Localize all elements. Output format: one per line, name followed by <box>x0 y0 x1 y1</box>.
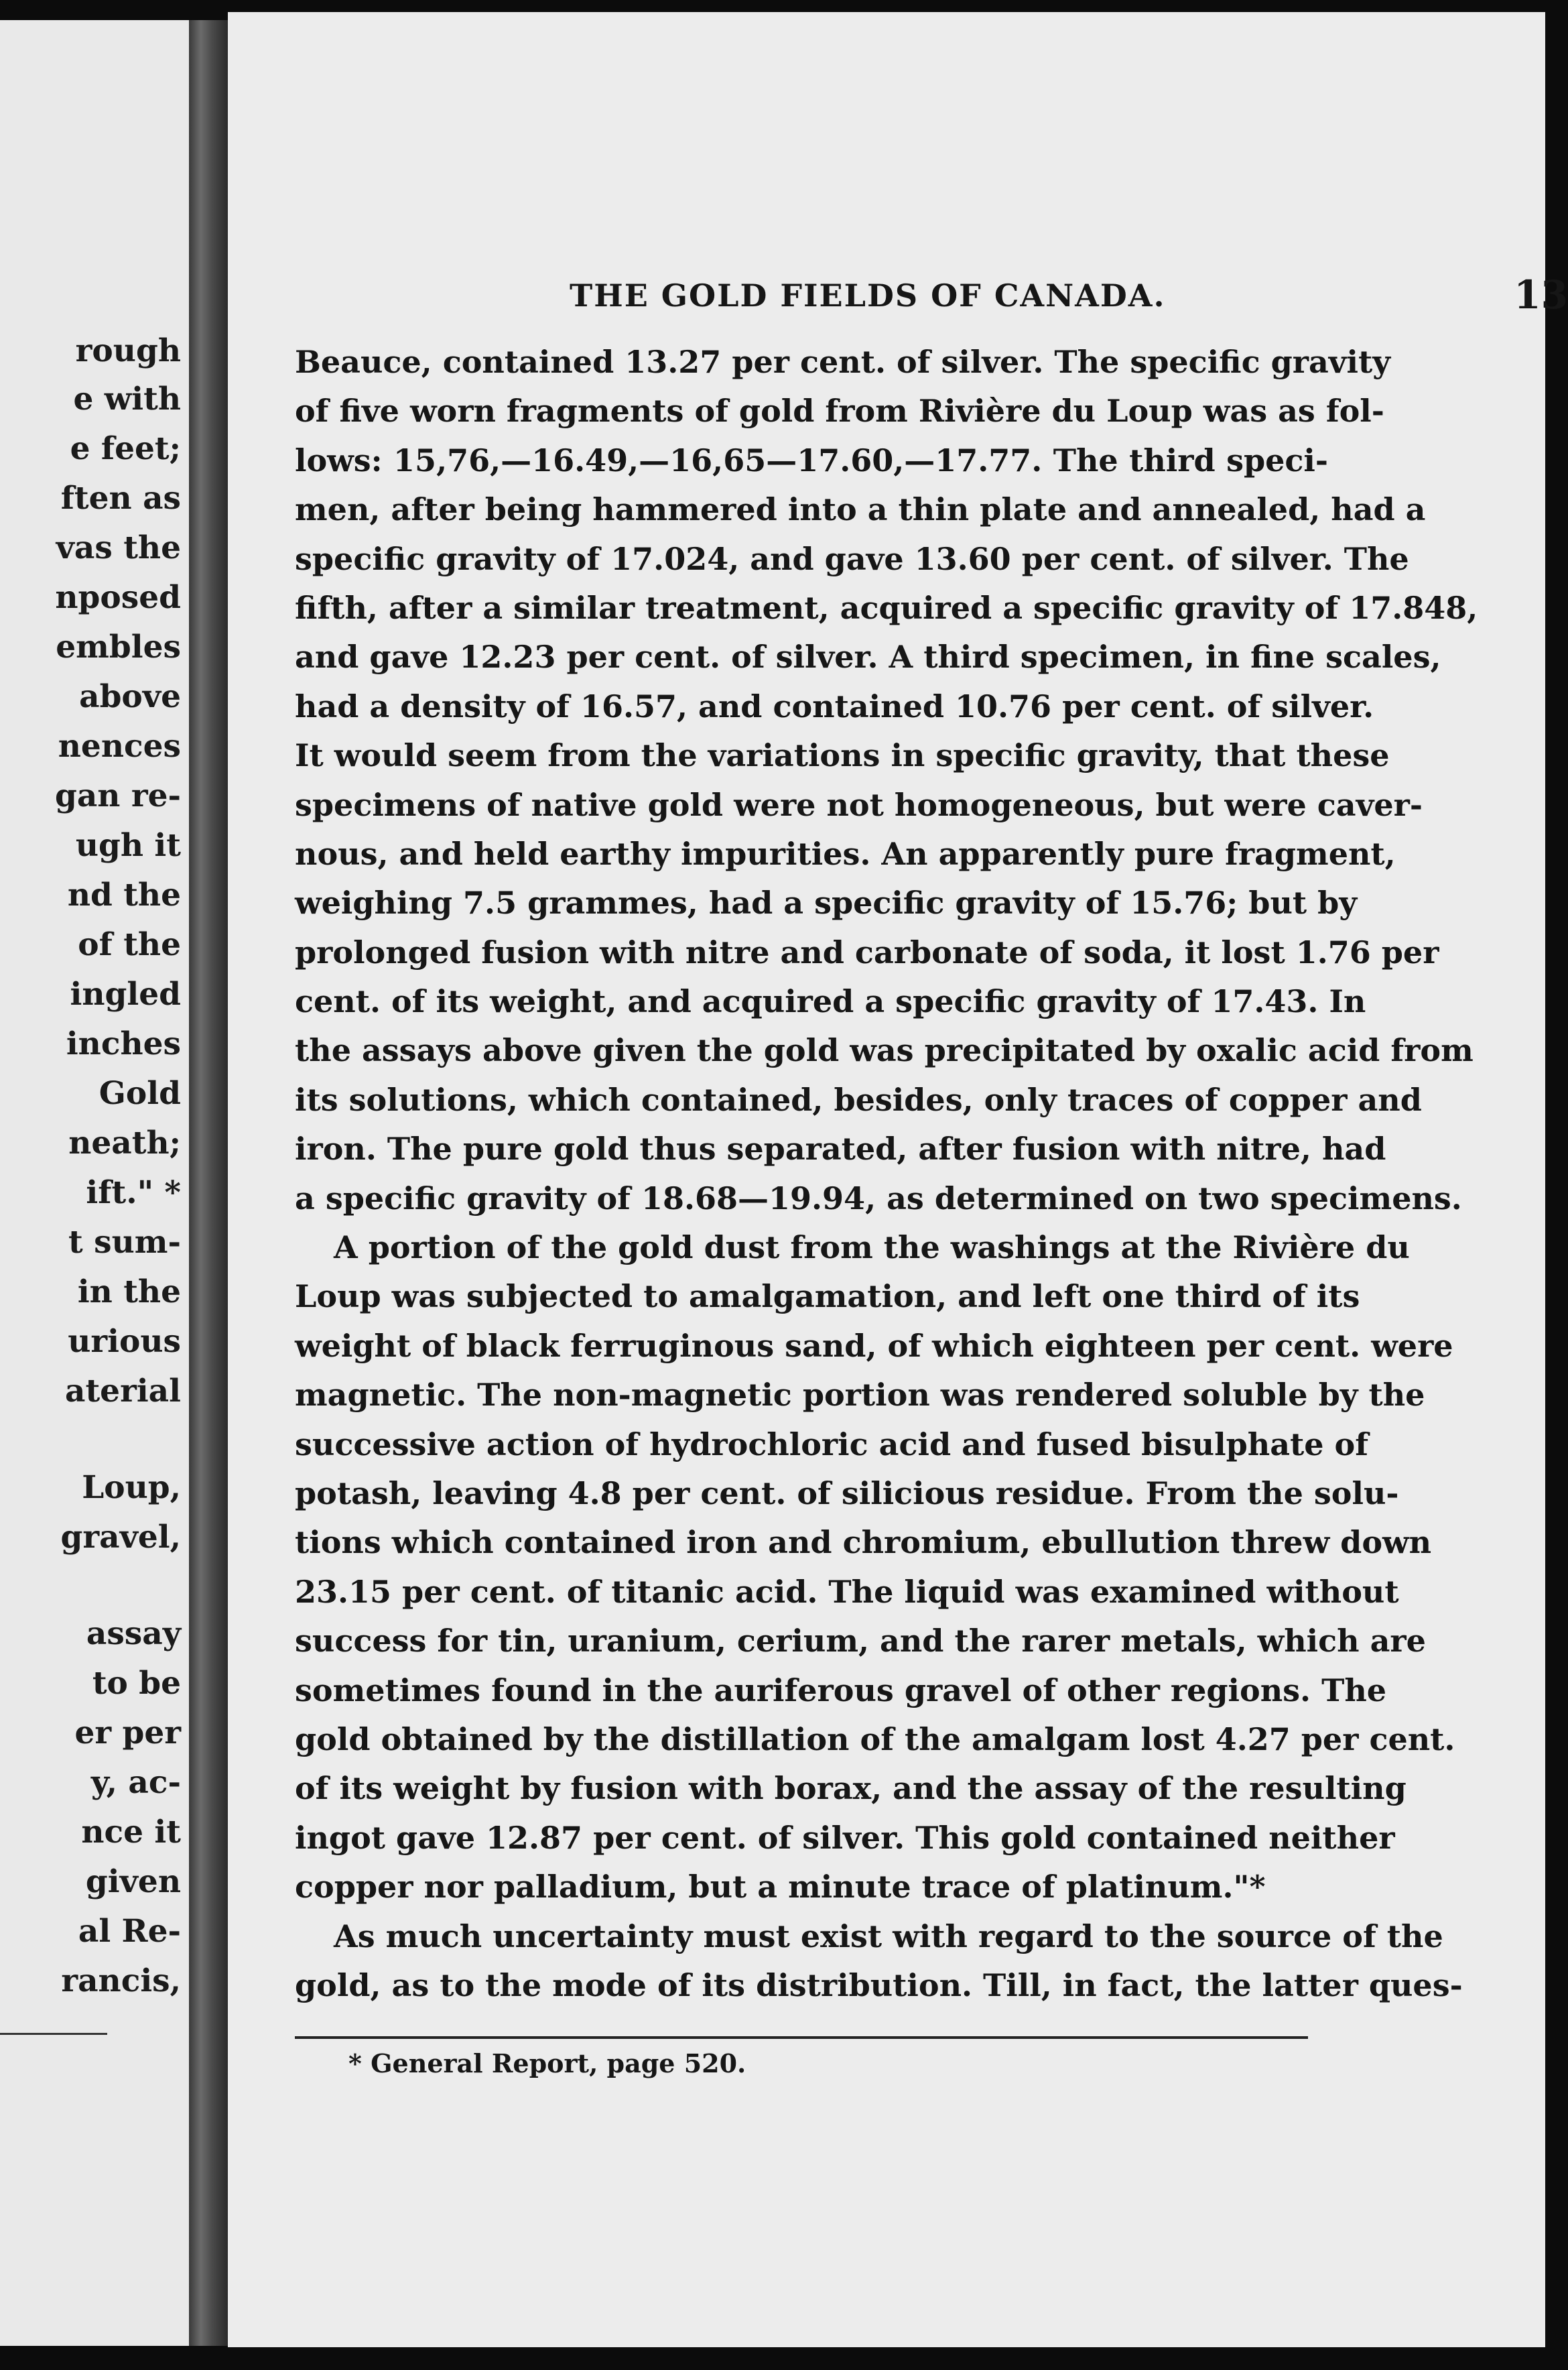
previous-page-line: embles <box>56 629 181 666</box>
previous-page-line: above <box>79 678 181 715</box>
previous-page-line: nd the <box>67 877 181 914</box>
previous-page-line: gan re- <box>54 777 181 814</box>
previous-page-line: nences <box>58 728 181 765</box>
previous-page-line: nposed <box>55 579 181 616</box>
text-line: had a density of 16.57, and contained 10.76 per cent. of silver. <box>295 688 1374 725</box>
previous-page-line: al Re- <box>78 1913 181 1950</box>
text-line: iron. The pure gold thus separated, after fusion with nitre, had <box>295 1131 1386 1168</box>
text-line: lows: 15,76,—16.49,—16,65—17.60,—17.77. The third speci- <box>295 442 1328 479</box>
text-line: specimens of native gold were not homogeneous, but were caver- <box>295 786 1423 823</box>
text-line: Beauce, contained 13.27 per cent. of silver. The specific gravity <box>295 344 1390 380</box>
previous-page-line: y, ac- <box>90 1764 181 1801</box>
previous-page-line: assay <box>86 1615 181 1652</box>
footnote: * General Report, page 520. <box>348 2048 746 2078</box>
text-line: weighing 7.5 grammes, had a specific gravity of 15.76; but by <box>295 885 1358 922</box>
text-line: a specific gravity of 18.68—19.94, as determined on two specimens. <box>295 1180 1462 1217</box>
text-line: the assays above given the gold was precipitated by oxalic acid from <box>295 1032 1474 1069</box>
previous-page-line: in the <box>77 1273 181 1310</box>
previous-page-line: aterial <box>65 1373 181 1410</box>
book-gutter <box>189 20 228 2346</box>
text-line: gold obtained by the distillation of the amalgam lost 4.27 per cent. <box>295 1721 1455 1757</box>
text-line: ingot gave 12.87 per cent. of silver. This gold contained neither <box>295 1819 1395 1856</box>
previous-page-line: neath; <box>68 1125 181 1162</box>
text-line: fifth, after a similar treatment, acquired a specific gravity of 17.848, <box>295 589 1478 626</box>
text-line: potash, leaving 4.8 per cent. of silicious residue. From the solu- <box>295 1475 1399 1511</box>
text-line: specific gravity of 17.024, and gave 13.60 per cent. of silver. The <box>295 540 1409 577</box>
text-line: tions which contained iron and chromium, ebullution threw down <box>295 1524 1432 1561</box>
text-line: gold, as to the mode of its distribution. Till, in fact, the latter ques- <box>295 1967 1463 2003</box>
text-line: A portion of the gold dust from the washings at the Rivière du <box>334 1229 1410 1266</box>
running-head: THE GOLD FIELDS OF CANADA. <box>570 277 1166 314</box>
previous-page-line: rough <box>75 332 181 369</box>
previous-page-line: e feet; <box>70 430 181 467</box>
text-line: It would seem from the variations in specific gravity, that these <box>295 737 1390 774</box>
previous-page-line: Gold <box>99 1075 181 1112</box>
previous-page-line: of the <box>78 926 181 963</box>
previous-page-line: vas the <box>56 529 181 566</box>
scan-top-edge <box>0 0 1565 12</box>
text-line: As much uncertainty must exist with regard to the source of the <box>334 1918 1443 1954</box>
text-line: magnetic. The non-magnetic portion was rendered soluble by the <box>295 1377 1425 1414</box>
previous-page-line: ugh it <box>75 827 181 864</box>
text-line: nous, and held earthy impurities. An apparently pure fragment, <box>295 835 1396 872</box>
previous-page-line: ften as <box>60 480 181 517</box>
footnote-rule <box>295 2036 1308 2039</box>
previous-page-line: gravel, <box>60 1519 181 1556</box>
text-line: Loup was subjected to amalgamation, and left one third of its <box>295 1278 1360 1315</box>
text-line: its solutions, which contained, besides, only traces of copper and <box>295 1081 1422 1118</box>
previous-page-line: ift." * <box>86 1174 181 1211</box>
text-line: 23.15 per cent. of titanic acid. The liquid was examined without <box>295 1573 1399 1610</box>
text-line: of its weight by fusion with borax, and the assay of the resulting <box>295 1770 1407 1807</box>
previous-page-footnote-rule <box>0 2033 107 2035</box>
previous-page-line: er per <box>74 1714 181 1751</box>
previous-page-line: Loup, <box>82 1469 181 1506</box>
text-line: cent. of its weight, and acquired a specific gravity of 17.43. In <box>295 983 1366 1020</box>
previous-page-line: given <box>85 1863 181 1900</box>
text-line: and gave 12.23 per cent. of silver. A third specimen, in fine scales, <box>295 639 1441 676</box>
previous-page-line: urious <box>68 1323 181 1360</box>
text-line: successive action of hydrochloric acid and fused bisulphate of <box>295 1426 1369 1462</box>
body-text <box>295 338 1478 2010</box>
previous-page-line: e with <box>73 381 181 418</box>
previous-page-line: ingled <box>70 976 181 1013</box>
previous-page-line: t sum- <box>68 1224 181 1261</box>
previous-page-line: to be <box>92 1665 181 1702</box>
previous-page-line: nce it <box>81 1814 181 1851</box>
previous-page-strip <box>0 20 189 2346</box>
text-line: sometimes found in the auriferous gravel of other regions. The <box>295 1672 1387 1708</box>
text-line: prolonged fusion with nitre and carbonate of soda, it lost 1.76 per <box>295 934 1439 971</box>
page-header <box>570 272 1568 319</box>
text-line: of five worn fragments of gold from Rivière du Loup was as fol- <box>295 393 1384 430</box>
text-line: success for tin, uranium, cerium, and the rarer metals, which are <box>295 1623 1426 1660</box>
page-number: 13 <box>1514 272 1568 318</box>
previous-page-line: rancis, <box>61 1962 181 1999</box>
text-line: men, after being hammered into a thin plate and annealed, had a <box>295 491 1426 528</box>
text-line: weight of black ferruginous sand, of which eighteen per cent. were <box>295 1327 1453 1364</box>
previous-page-line: inches <box>66 1025 181 1062</box>
text-line: copper nor palladium, but a minute trace of platinum."* <box>295 1869 1266 1906</box>
